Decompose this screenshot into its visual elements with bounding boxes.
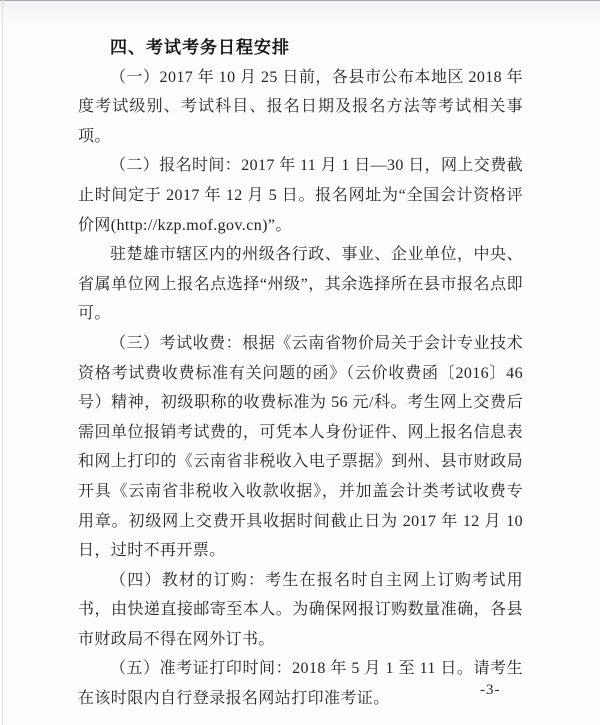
paragraph-registration-time: （二）报名时间：2017 年 11 月 1 日—30 日，网上交费截止时间定于 2017 年 12 月 5 日。报名网址为“全国会计资格评价网(http://kzp.mof.gov.cn)”。 (78, 157, 524, 234)
scan-artifact-left-line (2, 0, 3, 725)
paragraph-announcement-date: （一）2017 年 10 月 25 日前，各县市公布本地区 2018 年度考试级别、考试科目、报名日期及报名方法等考试相关事项。 (78, 68, 523, 145)
paragraph-textbook-ordering: （四）教材的订购：考生在报名时自主网上订购考试用书，由快递直接邮寄至本人。为确保网报订购数量准确，各县市财政局不得在网外订书。 (78, 571, 523, 648)
paragraph-admission-ticket-printing: （五）准考证打印时间：2018 年 5 月 1 至 11 日。请考生在该时限内自行登录报名网站打印准考证。 (78, 660, 523, 708)
paragraph-exam-fees: （三）考试收费：根据《云南省物价局关于会计专业技术资格考试费收费标准有关问题的函》（云价收费函〔2016〕46 号）精神，初级职称的收费标准为 56 元/科。考生网上交费后需回单位报销考试费的，可凭本人身份证件、网上报名信息表和网上打印的《云南省非税收入电子票据》到州、县市财政局开具《云南省非税收入收款收据》，并加盖会计类考试收费专用章。初级网上交费开具收据时间截止日为 2017 年 12 月 10 日，过时不再开票。 (78, 334, 523, 560)
document-body (78, 33, 523, 714)
scan-artifact-top-band (0, 0, 600, 25)
paragraph-registration-point: 驻楚雄市辖区内的州级各行政、事业、企业单位，中央、省属单位网上报名点选择“州级”，其余选择所在县市报名点即可。 (78, 246, 523, 323)
page-number: -3- (480, 682, 501, 698)
section-heading: 四、考试考务日程安排 (110, 38, 290, 57)
